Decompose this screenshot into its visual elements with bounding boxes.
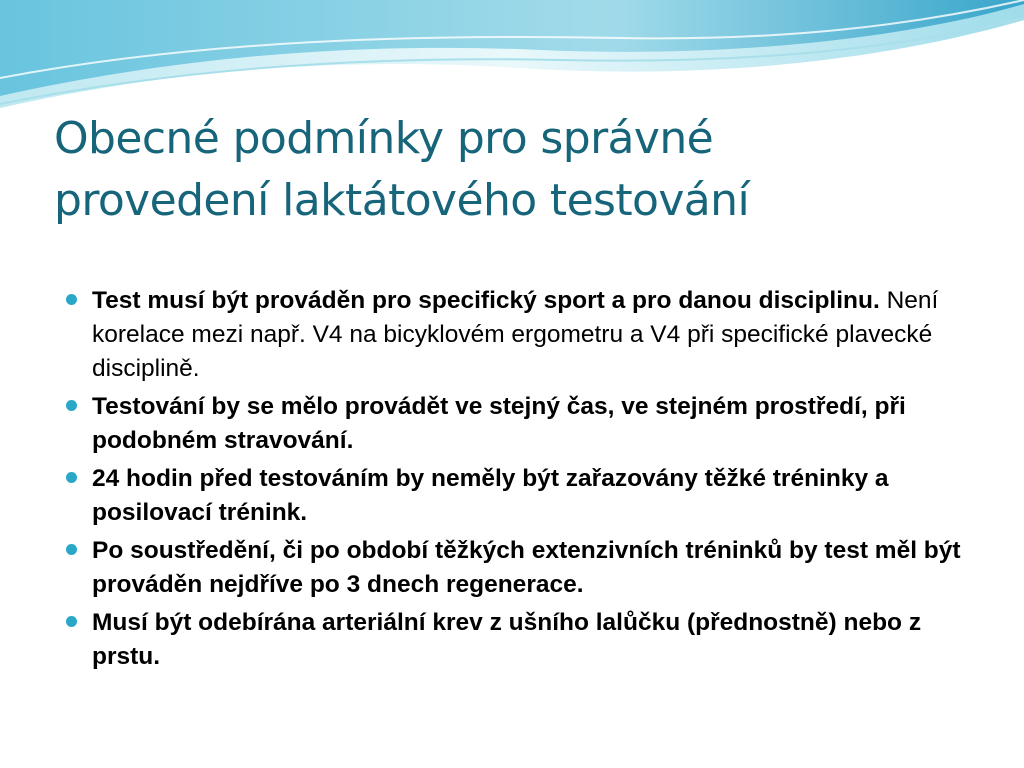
bullet-2-bold-text: Testování by se mělo provádět ve stejný čas, ve stejném prostředí, při podobném stravování. bbox=[92, 393, 906, 454]
bullet-item-5 bbox=[92, 606, 992, 674]
bullet-dot-icon bbox=[66, 544, 77, 555]
bullet-item-2 bbox=[92, 390, 992, 458]
bullet-dot-icon bbox=[66, 472, 77, 483]
bullet-1-normal-text: Není korelace mezi např. V4 na bicyklovém ergometru a V4 při specifické plavecké disciplině. bbox=[92, 287, 939, 382]
bullet-4-bold-text: Po soustředění, či po období těžkých extenzivních tréninků by test měl být prováděn nejdříve po 3 dnech regenerace. bbox=[92, 537, 961, 598]
title-line-2: provedení laktátového testování bbox=[54, 175, 750, 226]
bullet-3-bold-text: 24 hodin před testováním by neměly být zařazovány těžké tréninky a posilovací trénink. bbox=[92, 465, 889, 526]
title-line-1: Obecné podmínky pro správné bbox=[54, 113, 714, 164]
bullet-item-3 bbox=[92, 462, 992, 530]
bullet-list bbox=[92, 284, 992, 678]
bullet-1-bold-text: Test musí být prováděn pro specifický sport a pro danou disciplinu. bbox=[92, 287, 880, 314]
bullet-item-1 bbox=[92, 284, 992, 386]
bullet-dot-icon bbox=[66, 616, 77, 627]
bullet-dot-icon bbox=[66, 400, 77, 411]
wave-header-decoration bbox=[0, 0, 1024, 120]
bullet-5-bold-text: Musí být odebírána arteriální krev z ušního lalůčku (přednostně) nebo z prstu. bbox=[92, 609, 922, 670]
bullet-item-4 bbox=[92, 534, 992, 602]
slide-title bbox=[54, 108, 994, 232]
bullet-dot-icon bbox=[66, 294, 77, 305]
